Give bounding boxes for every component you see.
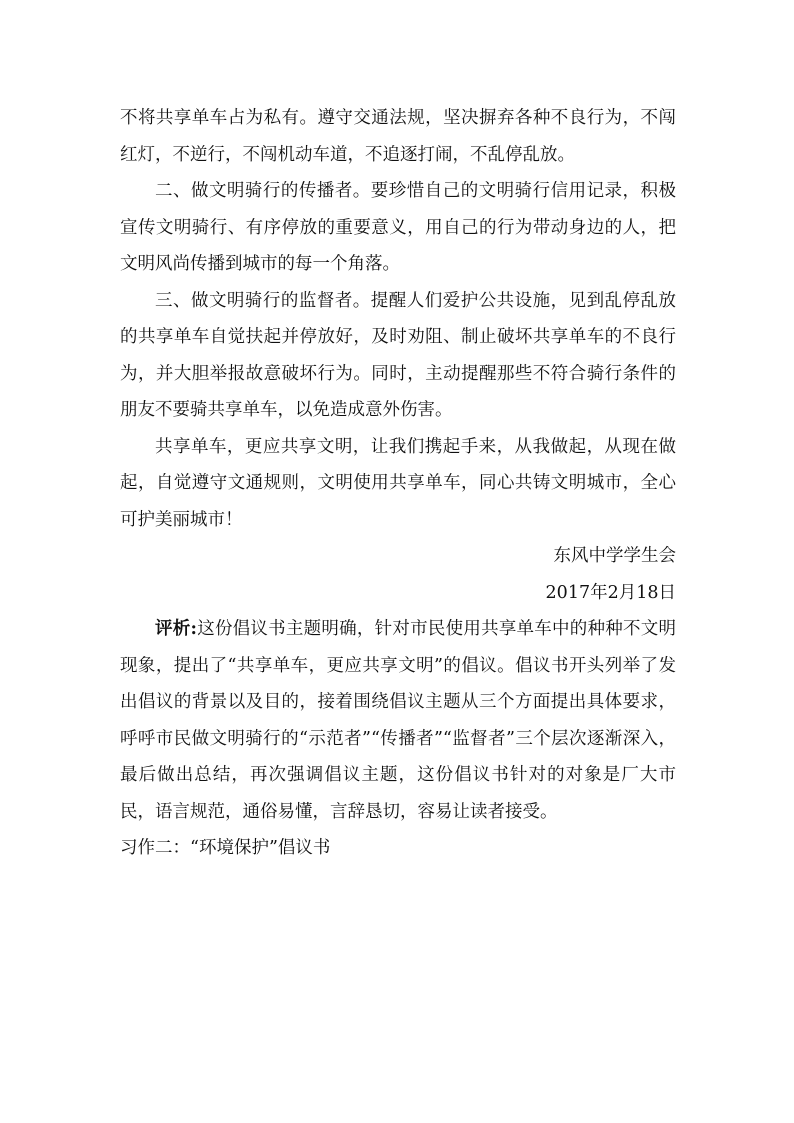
next-section-heading: 习作二：“环境保护”倡议书	[120, 838, 331, 858]
paragraph-closing: 共享单车，更应共享文明，让我们携起手来，从我做起，从现在做起，自觉遵守文通规则，文明使用共享单车，同心共铸文明城市，全心可护美丽城市！	[120, 436, 676, 530]
paragraph-proposal-two: 二、做文明骑行的传播者。要珍惜自己的文明骑行信用记录，积极宣传文明骑行、有序停放的重要意义，用自己的行为带动身边的人，把文明风尚传播到城市的每一个角落。	[120, 181, 676, 274]
paragraph-proposal-three: 三、做文明骑行的监督者。提醒人们爱护公共设施，见到乱停乱放的共享单车自觉扶起并停放好，及时劝阻、制止破坏共享单车的不良行为，并大胆举报故意破坏行为。同时，主动提醒那些不符合骑行条件的朋友不要骑共享单车，以免造成意外伤害。	[120, 290, 676, 420]
signature-organization: 东风中学学生会	[553, 546, 676, 566]
paragraph-continued: 不将共享单车占为私有。遵守交通法规，坚决摒弃各种不良行为，不闯红灯，不逆行，不闯机动车道，不追逐打闹，不乱停乱放。	[120, 108, 676, 165]
analysis-text: 这份倡议书主题明确，针对市民使用共享单车中的种种不文明现象，提出了“共享单车，更应共享文明”的倡议。倡议书开头列举了发出倡议的背景以及目的，接着围绕倡议主题从三个方面提出具体要求，呼呼市民做文明骑行的“示范者”“传播者”“监督者”三个层次逐渐深入，最后做出总结，再次强调倡议主题，这份倡议书针对的对象是厂大市民，语言规范，通俗易懂，言辞恳切，容易让读者接受。	[120, 619, 676, 822]
signature-date: 2017年2月18日	[545, 582, 676, 603]
analysis-label: 评析:	[155, 619, 197, 639]
document-body	[120, 100, 676, 867]
analysis-paragraph	[120, 611, 676, 830]
